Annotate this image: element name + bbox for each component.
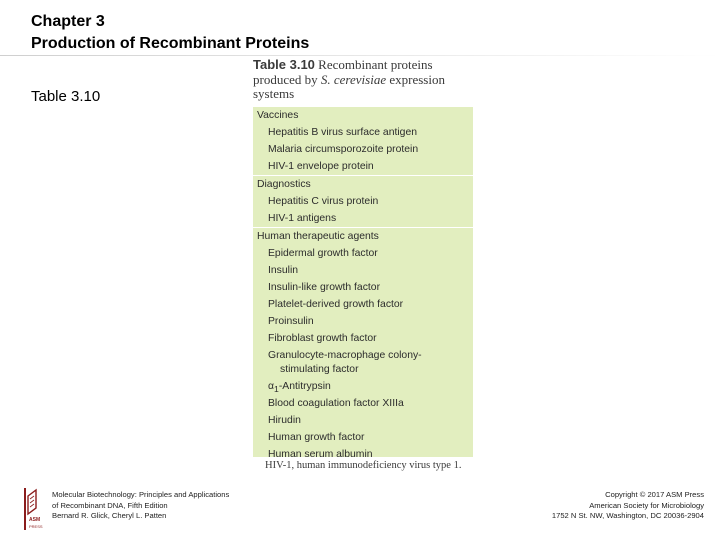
list-item: Hepatitis C virus protein	[268, 196, 379, 207]
footer-book-title: Molecular Biotechnology: Principles and Applications	[52, 490, 230, 499]
list-item: Proinsulin	[268, 316, 314, 327]
list-item: Insulin	[268, 265, 299, 276]
chapter-subtitle: Production of Recombinant Proteins	[31, 35, 310, 52]
list-item: HIV-1 antigens	[268, 213, 337, 224]
footer-book-info	[52, 490, 229, 522]
list-item: Platelet-derived growth factor	[268, 299, 404, 310]
list-item: Fibroblast growth factor	[268, 333, 377, 344]
list-item-line-cont: stimulating factor	[280, 364, 359, 375]
list-item: HIV-1 envelope protein	[268, 161, 374, 172]
footer-book-edition: of Recombinant DNA, Fifth Edition	[52, 500, 168, 510]
table-number: Table 3.10	[253, 57, 315, 72]
slide-header	[31, 11, 309, 55]
list-item: Human growth factor	[268, 432, 365, 443]
list-item-gm-csf	[253, 347, 473, 378]
asm-press-logo	[22, 486, 44, 532]
footer-copyright-line: Copyright © 2017 ASM Press	[605, 490, 704, 499]
logo-bar	[24, 488, 26, 530]
footer-address: 1752 N St. NW, Washington, DC 20036-2904	[551, 511, 704, 520]
alpha-rest: -Antitrypsin	[278, 381, 331, 392]
alpha-symbol: α	[268, 381, 275, 392]
protein-table	[253, 107, 473, 460]
list-item: Epidermal growth factor	[268, 248, 378, 259]
slide-table-label: Table 3.10	[31, 88, 101, 105]
svg-text:PRESS: PRESS	[29, 524, 43, 529]
section-vaccines	[253, 107, 473, 176]
list-item: Human serum albumin	[268, 449, 373, 460]
footer-publisher: American Society for Microbiology	[589, 500, 704, 510]
list-item: Hirudin	[268, 415, 301, 426]
chapter-title: Chapter 3	[31, 13, 105, 30]
list-item: Hepatitis B virus surface antigen	[268, 127, 418, 138]
svg-text:ASM: ASM	[29, 517, 41, 523]
caption-text: Recombinant proteins produced by	[253, 57, 433, 87]
list-item: Blood coagulation factor XIIIa	[268, 398, 404, 409]
caption-text-end: expression systems	[253, 71, 445, 101]
section-therapeutics	[253, 228, 473, 463]
table-footnote: HIV-1, human immunodeficiency virus type 1.	[265, 460, 462, 471]
footer-copyright	[552, 490, 704, 522]
list-item-line: Granulocyte-macrophage colony-	[268, 350, 422, 361]
list-item: Insulin-like growth factor	[268, 282, 381, 293]
section-heading: Human therapeutic agents	[257, 231, 379, 242]
caption-species: S. cerevisiae	[320, 71, 387, 87]
section-heading: Diagnostics	[257, 179, 311, 190]
section-diagnostics	[253, 176, 473, 228]
list-item: Malaria circumsporozoite protein	[268, 144, 419, 155]
alpha-subscript: 1	[274, 384, 279, 395]
footer-authors: Bernard R. Glick, Cheryl L. Patten	[52, 511, 167, 520]
table-caption	[253, 58, 483, 102]
list-item-alpha	[253, 378, 473, 395]
header-rule	[0, 55, 720, 56]
section-heading: Vaccines	[257, 110, 299, 121]
